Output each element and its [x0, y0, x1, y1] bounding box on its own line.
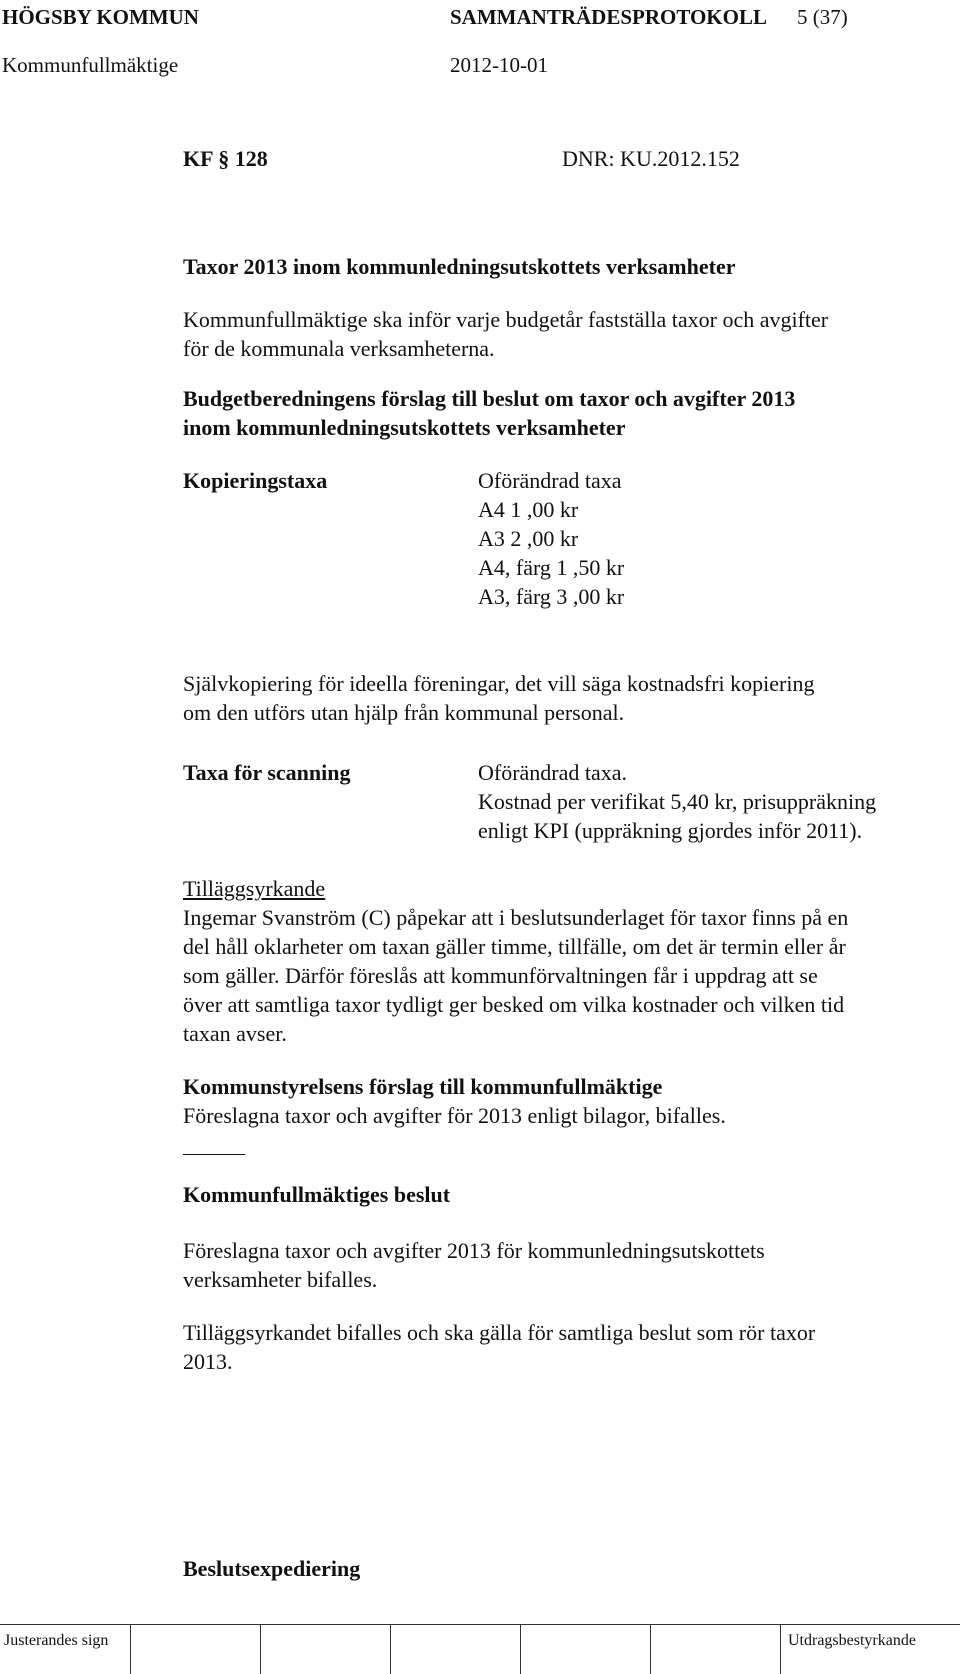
- copy-fee-label: Kopieringstaxa: [183, 468, 328, 493]
- intro-paragraph: [183, 305, 958, 363]
- text-line: om den utförs utan hjälp från kommunal personal.: [183, 700, 625, 725]
- document-type: SAMMANTRÄDESPROTOKOLL: [450, 5, 767, 29]
- text-line: enligt KPI (uppräkning gjordes inför 2011).: [478, 818, 863, 843]
- separator-rule: [183, 1154, 245, 1155]
- footer-extract-certification: Utdragsbestyrkande: [788, 1632, 916, 1649]
- ks-proposal-text: Föreslagna taxor och avgifter för 2013 enligt bilagor, bifalles.: [183, 1103, 726, 1128]
- text-line: A4 1 ,00 kr: [478, 497, 579, 522]
- text-line: A4, färg 1 ,50 kr: [478, 555, 625, 580]
- text-line: Oförändrad taxa.: [478, 760, 628, 785]
- self-copy-paragraph: [183, 669, 958, 727]
- footer-divider: [390, 1624, 391, 1674]
- meeting-date: 2012-10-01: [450, 53, 548, 77]
- footer-divider: [130, 1624, 131, 1674]
- copy-fee-details: [478, 466, 624, 611]
- text-line: verksamheter bifalles.: [183, 1267, 378, 1292]
- text-line: Budgetberedningens förslag till beslut om taxor och avgifter 2013: [183, 386, 796, 411]
- proposal-heading: [183, 384, 958, 442]
- footer-divider: [260, 1624, 261, 1674]
- dispatch-heading: Beslutsexpediering: [183, 1556, 361, 1581]
- scan-fee-details: [478, 758, 876, 845]
- ks-proposal-section: [183, 1072, 958, 1130]
- text-line: Föreslagna taxor och avgifter 2013 för kommunledningsutskottets: [183, 1238, 765, 1263]
- text-line: Självkopiering för ideella föreningar, det vill säga kostnadsfri kopiering: [183, 671, 815, 696]
- assembly-name: Kommunfullmäktige: [2, 53, 179, 77]
- text-line: som gäller. Därför föreslås att kommunförvaltningen får i uppdrag att se: [183, 963, 818, 988]
- case-dnr: DNR: KU.2012.152: [562, 146, 740, 171]
- text-line: del håll oklarheter om taxan gäller timme, tillfälle, om det är termin eller år: [183, 934, 846, 959]
- org-name: HÖGSBY KOMMUN: [2, 5, 199, 29]
- text-line: för de kommunala verksamheterna.: [183, 336, 495, 361]
- footer-divider: [650, 1624, 651, 1674]
- text-line: inom kommunledningsutskottets verksamheter: [183, 415, 626, 440]
- text-line: 2013.: [183, 1349, 233, 1374]
- text-line: Tilläggsyrkandet bifalles och ska gälla för samtliga beslut som rör taxor: [183, 1320, 816, 1345]
- text-line: taxan avser.: [183, 1021, 287, 1046]
- case-number: KF § 128: [183, 146, 268, 171]
- decision-paragraph-2: [183, 1318, 958, 1376]
- text-line: Kommunfullmäktige ska inför varje budgetår fastställa taxor och avgifter: [183, 307, 829, 332]
- text-line: Kostnad per verifikat 5,40 kr, prisuppräkning: [478, 789, 877, 814]
- scan-fee-label: Taxa för scanning: [183, 760, 351, 785]
- addition-section: [183, 874, 958, 1048]
- section-title: Taxor 2013 inom kommunledningsutskottets verksamheter: [183, 254, 736, 279]
- decision-heading: Kommunfullmäktiges beslut: [183, 1182, 451, 1207]
- footer-justifying-signature: Justerandes sign: [4, 1632, 109, 1649]
- text-line: Oförändrad taxa: [478, 468, 622, 493]
- text-line: Ingemar Svanström (C) påpekar att i beslutsunderlaget för taxor finns på en: [183, 905, 849, 930]
- decision-paragraph-1: [183, 1236, 958, 1294]
- page-number: 5 (37): [797, 5, 848, 29]
- text-line: A3 2 ,00 kr: [478, 526, 579, 551]
- text-line: över att samtliga taxor tydligt ger besked om vilka kostnader och vilken tid: [183, 992, 845, 1017]
- ks-proposal-heading: Kommunstyrelsens förslag till kommunfullmäktige: [183, 1074, 663, 1099]
- footer-border: [0, 1624, 960, 1625]
- footer-divider: [780, 1624, 781, 1674]
- addition-heading: Tilläggsyrkande: [183, 876, 326, 901]
- footer-divider: [520, 1624, 521, 1674]
- text-line: A3, färg 3 ,00 kr: [478, 584, 625, 609]
